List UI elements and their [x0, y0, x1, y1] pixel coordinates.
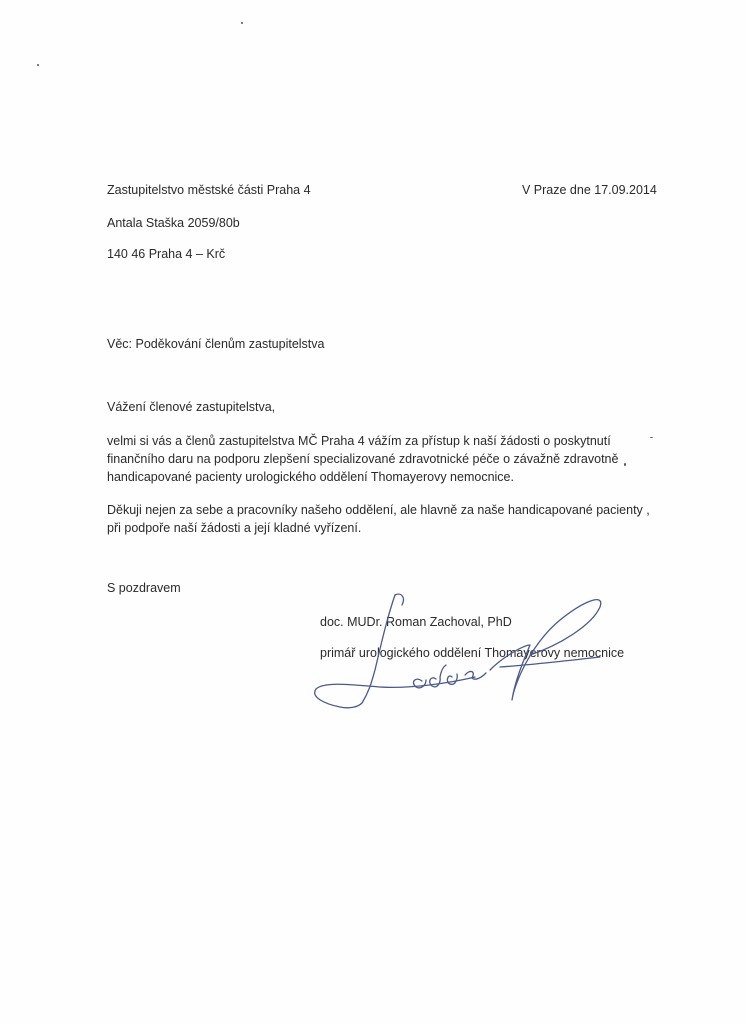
scan-speck: [241, 22, 243, 24]
scan-speck: [37, 64, 39, 66]
paragraph-1-line-1: velmi si vás a členů zastupitelstva MČ Praha 4 vážím za přístup k naší žádosti o poskytnutí: [107, 434, 611, 448]
paragraph-2-line-1: Děkuji nejen za sebe a pracovníky našeho oddělení, ale hlavně za naše handicapované pacienty ,: [107, 503, 650, 517]
recipient-line-1: Zastupitelstvo městské části Praha 4: [107, 183, 311, 197]
salutation: Vážení členové zastupitelstva,: [107, 400, 276, 414]
scan-speck: [624, 463, 626, 466]
scan-speck: [650, 437, 653, 438]
subject-line: Věc: Poděkování členům zastupitelstva: [107, 337, 325, 351]
paragraph-1-line-3: handicapované pacienty urologického oddělení Thomayerovy nemocnice.: [107, 470, 514, 484]
date-line: V Praze dne 17.09.2014: [522, 183, 657, 197]
recipient-line-3: 140 46 Praha 4 – Krč: [107, 247, 226, 261]
signer-name: doc. MUDr. Roman Zachoval, PhD: [320, 615, 512, 629]
signer-title: primář urologického oddělení Thomayerovy nemocnice: [320, 646, 625, 660]
paragraph-1-line-2: finančního daru na podporu zlepšení specializované zdravotnické péče o závažně zdravotně: [107, 452, 619, 466]
closing: S pozdravem: [107, 581, 181, 595]
recipient-line-2: Antala Staška 2059/80b: [107, 216, 240, 230]
paragraph-2-line-2: při podpoře naší žádosti a její kladné vyřízení.: [107, 521, 362, 535]
